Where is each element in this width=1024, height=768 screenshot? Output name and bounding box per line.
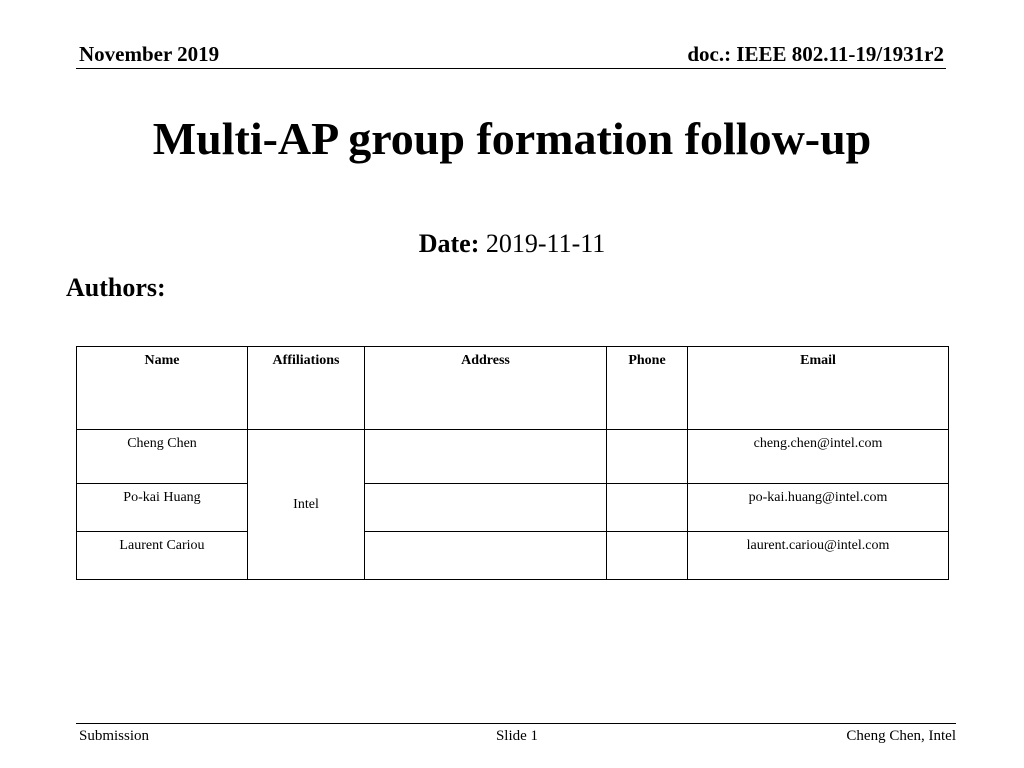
footer-submission: Submission — [79, 728, 150, 744]
authors-heading: Authors: — [66, 273, 166, 302]
date-value: 2019-11-11 — [485, 229, 606, 258]
header-divider — [76, 68, 946, 69]
author-email: cheng.chen@intel.com — [688, 430, 949, 484]
footer-slide-number: Slide 1 — [495, 728, 539, 744]
column-header-name: Name — [77, 347, 248, 430]
table-row — [77, 532, 949, 580]
author-phone — [607, 532, 688, 580]
column-header-address: Address — [365, 347, 607, 430]
author-address — [365, 430, 607, 484]
author-name: Laurent Cariou — [77, 532, 248, 580]
author-name: Cheng Chen — [77, 430, 248, 484]
header-date: November 2019 — [79, 42, 220, 66]
author-email: po-kai.huang@intel.com — [688, 484, 949, 532]
author-affiliation: Intel — [248, 430, 365, 580]
column-header-affiliations: Affiliations — [248, 347, 365, 430]
footer-divider — [76, 723, 956, 724]
author-address — [365, 532, 607, 580]
author-phone — [607, 430, 688, 484]
column-header-email: Email — [688, 347, 949, 430]
author-name: Po-kai Huang — [77, 484, 248, 532]
date-label: Date: — [418, 229, 480, 258]
table-header-row — [77, 347, 949, 430]
slide-title: Multi-AP group formation follow-up — [152, 113, 872, 164]
column-header-phone: Phone — [607, 347, 688, 430]
date-line — [0, 229, 1024, 259]
author-phone — [607, 484, 688, 532]
footer-author: Cheng Chen, Intel — [846, 728, 956, 744]
authors-table — [76, 346, 949, 580]
table-row — [77, 484, 949, 532]
author-address — [365, 484, 607, 532]
table-row — [77, 430, 949, 484]
header-doc-id: doc.: IEEE 802.11-19/1931r2 — [687, 42, 944, 66]
author-email: laurent.cariou@intel.com — [688, 532, 949, 580]
